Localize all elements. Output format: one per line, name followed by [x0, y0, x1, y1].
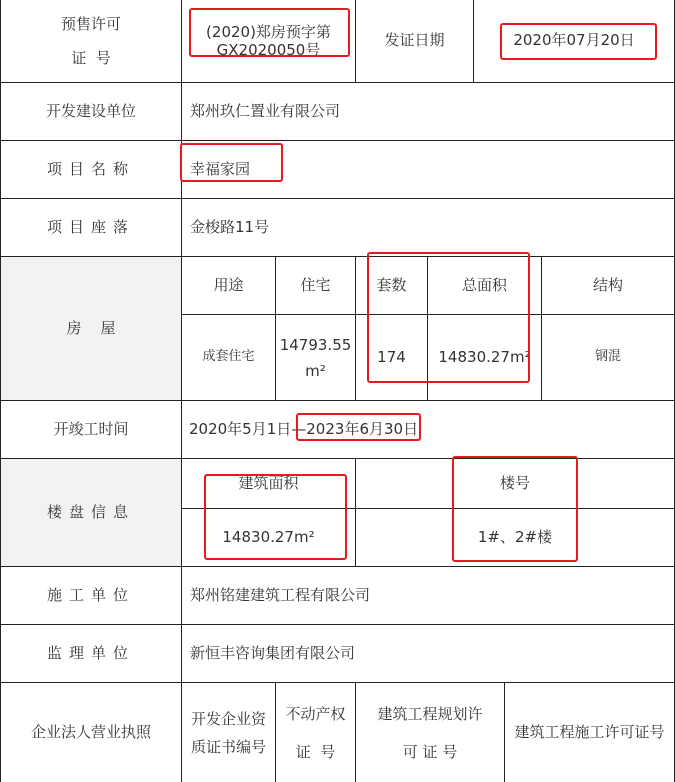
date-separator: — [291, 419, 307, 438]
contractor-value [182, 567, 674, 624]
property-info-label [1, 459, 181, 566]
project-name-label [1, 141, 181, 198]
permit-label-line1: 预售许可 [60, 15, 121, 33]
construction-permit-label [505, 683, 674, 782]
planning-permit-label [356, 683, 504, 782]
developer-value [182, 83, 674, 140]
supervisor-label-text: 监理单位 [46, 643, 135, 662]
planning-line2: 可 证 号 [402, 742, 458, 761]
structure-value-text: 钢混 [594, 349, 621, 365]
units-value-text: 174 [377, 347, 406, 366]
construction-period-label-text: 开竣工时间 [53, 419, 129, 438]
contractor-label [1, 567, 181, 624]
project-name-value-text: 幸福家园 [190, 159, 251, 178]
building-number-header-text: 楼号 [499, 473, 530, 492]
building-area-header-text: 建筑面积 [238, 473, 299, 492]
housing-structure-value [542, 315, 674, 400]
highlight-end-date [296, 413, 421, 441]
project-name-label-text: 项目名称 [46, 159, 135, 178]
permit-label-line2: 证 号 [71, 49, 111, 67]
permit-number-line1: (2020)郑房预字第 [206, 23, 331, 41]
construction-period-label [1, 401, 181, 458]
housing-label [1, 257, 181, 400]
construction-end-date: 2023年6月30日 [306, 419, 419, 438]
highlight-building-area [204, 474, 347, 560]
residential-header-text: 住宅 [300, 275, 331, 294]
developer-value-text: 郑州玖仁置业有限公司 [190, 101, 341, 120]
qualification-cert-label [182, 683, 275, 782]
residential-area-number: 14793.55 [279, 335, 352, 354]
housing-header-residential [276, 257, 355, 314]
housing-header-usage [182, 257, 275, 314]
developer-label-text: 开发建设单位 [45, 101, 136, 120]
issue-date-label-text: 发证日期 [384, 31, 445, 50]
building-number-value-text: 1#、2#楼 [477, 527, 553, 546]
highlight-project-name [180, 143, 283, 182]
highlight-permit-number [189, 8, 350, 57]
housing-residential-value [276, 315, 355, 400]
qualification-line1: 开发企业资 [190, 709, 266, 728]
project-location-label-text: 项目座落 [46, 217, 135, 236]
developer-label [1, 83, 181, 140]
building-area-value-text: 14830.27m² [222, 527, 315, 546]
permit-label [1, 0, 181, 82]
issue-date-text: 2020年07月20日 [513, 31, 635, 50]
planning-line1: 建筑工程规划许 [377, 704, 483, 723]
issue-date-label [356, 0, 473, 82]
total-area-header-text: 总面积 [461, 275, 507, 294]
units-header-text: 套数 [376, 275, 407, 294]
housing-label-text: 房 屋 [66, 318, 116, 337]
property-info-label-text: 楼盘信息 [46, 502, 135, 521]
highlight-building-number [452, 456, 578, 562]
project-location-value [182, 199, 674, 256]
residential-area-unit: m² [305, 361, 326, 380]
housing-header-structure [542, 257, 674, 314]
highlight-issue-date [500, 23, 657, 60]
supervisor-value [182, 625, 674, 682]
contractor-label-text: 施工单位 [46, 585, 135, 604]
construction-start-date: 2020年5月1日 [189, 419, 292, 438]
property-right-line2: 证 号 [295, 742, 336, 761]
property-right-line1: 不动产权 [285, 704, 346, 723]
construction-period-value [182, 401, 674, 458]
usage-header-text: 用途 [213, 275, 244, 294]
usage-value-text: 成套住宅 [202, 349, 255, 365]
supervisor-value-text: 新恒丰咨询集团有限公司 [190, 643, 356, 662]
business-license-label [1, 683, 181, 782]
total-area-value-text: 14830.27m² [438, 347, 531, 366]
housing-usage-value [182, 315, 275, 400]
highlight-units-area [367, 252, 530, 383]
construction-permit-text: 建筑工程施工许可证号 [514, 722, 665, 741]
business-license-text: 企业法人营业执照 [30, 722, 151, 741]
qualification-line2: 质证书编号 [190, 737, 266, 756]
project-location-value-text: 金梭路11号 [190, 217, 270, 236]
permit-number-line2: GX2020050号 [216, 41, 321, 59]
structure-header-text: 结构 [592, 275, 623, 294]
supervisor-label [1, 625, 181, 682]
property-right-cert-label [276, 683, 355, 782]
contractor-value-text: 郑州铭建建筑工程有限公司 [190, 585, 371, 604]
project-location-label [1, 199, 181, 256]
